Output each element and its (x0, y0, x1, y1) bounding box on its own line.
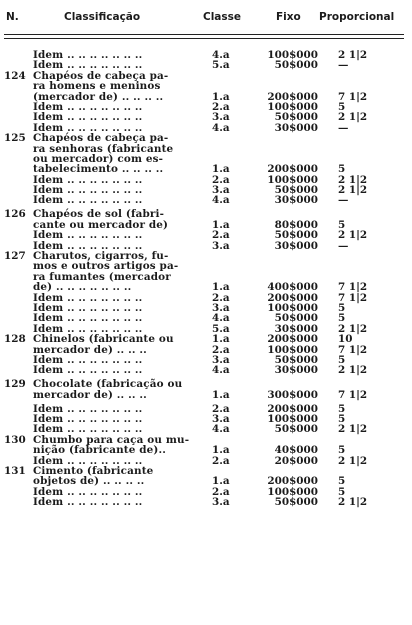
row-number: 128 (4, 333, 26, 346)
row-proportional-tax: 2 1|2 (338, 111, 368, 124)
row-proportional-tax: 5 (338, 312, 346, 325)
header-rule-thin (4, 38, 404, 39)
row-fixed-tax: 200$000 (267, 475, 318, 488)
row-class: 2.a (212, 485, 230, 498)
row-description: Idem .. .. .. .. .. .. .. (33, 496, 143, 509)
row-proportional-tax: 7 1|2 (338, 291, 368, 304)
row-description: Idem .. .. .. .. .. .. .. (33, 402, 143, 415)
table-row (0, 81, 412, 91)
row-description: Idem .. .. .. .. .. .. .. (33, 239, 143, 252)
row-proportional-tax: 2 1|2 (338, 364, 368, 377)
row-fixed-tax: 200$000 (267, 333, 318, 346)
row-class: 4.a (212, 423, 230, 436)
row-fixed-tax: 30$000 (274, 239, 318, 252)
row-description: objetos de) .. .. .. .. (33, 475, 145, 488)
row-description: Idem .. .. .. .. .. .. .. (33, 485, 143, 498)
row-fixed-tax: 30$000 (274, 121, 318, 134)
row-fixed-tax: 100$000 (267, 173, 318, 186)
row-fixed-tax: 400$000 (267, 281, 318, 294)
row-description: ra homens e meninos (33, 80, 161, 93)
row-description: Idem .. .. .. .. .. .. .. (33, 353, 143, 366)
row-class: 2.a (212, 454, 230, 467)
row-fixed-tax: 50$000 (274, 111, 318, 124)
row-class: 1.a (212, 90, 230, 103)
row-proportional-tax: — (338, 121, 349, 134)
row-proportional-tax: 5 (338, 475, 346, 488)
header-proporcional: Proporcional (319, 11, 395, 23)
row-fixed-tax: 50$000 (274, 353, 318, 366)
row-fixed-tax: 100$000 (267, 100, 318, 113)
row-proportional-tax: — (338, 239, 349, 252)
row-description: Chinelos (fabricante ou (33, 333, 174, 346)
row-fixed-tax: 200$000 (267, 163, 318, 176)
row-description: Idem .. .. .. .. .. .. .. (33, 364, 143, 377)
row-proportional-tax: — (338, 59, 349, 72)
row-description: Chapéos de cabeça pa- (33, 69, 169, 82)
table-header (0, 5, 412, 27)
row-description: Idem .. .. .. .. .. .. .. (33, 229, 143, 242)
row-class: 2.a (212, 229, 230, 242)
row-description: (mercador de) .. .. .. .. (33, 90, 164, 103)
row-description: Idem .. .. .. .. .. .. .. (33, 121, 143, 134)
row-description: Idem .. .. .. .. .. .. .. (33, 100, 143, 113)
table-row (0, 390, 412, 400)
row-description: cante ou mercador de) (33, 218, 169, 231)
table-row (0, 365, 412, 375)
header-number: N. (6, 11, 19, 23)
row-fixed-tax: 40$000 (274, 444, 318, 457)
row-proportional-tax: — (338, 194, 349, 207)
row-number: 129 (4, 378, 26, 391)
row-fixed-tax: 50$000 (274, 184, 318, 197)
header-fixo: Fixo (276, 11, 301, 23)
row-fixed-tax: 50$000 (274, 496, 318, 509)
row-proportional-tax: 5 (338, 413, 346, 426)
table-row (0, 497, 412, 507)
row-class: 3.a (212, 184, 230, 197)
row-description: Idem .. .. .. .. .. .. .. (33, 291, 143, 304)
row-description: ra senhoras (fabricante (33, 142, 174, 155)
row-fixed-tax: 50$000 (274, 312, 318, 325)
row-class: 3.a (212, 413, 230, 426)
row-description: Idem .. .. .. .. .. .. .. (33, 454, 143, 467)
row-description: nição (fabricante de).. (33, 444, 167, 457)
row-class: 1.a (212, 281, 230, 294)
tax-table (0, 50, 412, 625)
row-description: Idem .. .. .. .. .. .. .. (33, 173, 143, 186)
row-fixed-tax: 30$000 (274, 322, 318, 335)
row-class: 2.a (212, 100, 230, 113)
row-fixed-tax: 30$000 (274, 194, 318, 207)
table-row (0, 133, 412, 143)
row-class: 3.a (212, 496, 230, 509)
row-fixed-tax: 50$000 (274, 59, 318, 72)
row-description: Idem .. .. .. .. .. .. .. (33, 322, 143, 335)
row-description: mos e outros artigos pa- (33, 260, 179, 273)
row-proportional-tax: 5 (338, 444, 346, 457)
row-class: 2.a (212, 173, 230, 186)
row-class: 3.a (212, 353, 230, 366)
row-description: Idem .. .. .. .. .. .. .. (33, 111, 143, 124)
row-description: Idem .. .. .. .. .. .. .. (33, 59, 143, 72)
header-rule-thick (4, 34, 404, 35)
row-proportional-tax: 5 (338, 163, 346, 176)
row-description: ra fumantes (mercador (33, 270, 171, 283)
row-class: 4.a (212, 49, 230, 61)
row-class: 1.a (212, 444, 230, 457)
row-class: 1.a (212, 388, 230, 401)
row-fixed-tax: 30$000 (274, 364, 318, 377)
row-description: Idem .. .. .. .. .. .. .. (33, 423, 143, 436)
row-class: 5.a (212, 59, 230, 72)
header-classificacao: Classificação (64, 11, 141, 23)
row-description: Idem .. .. .. .. .. .. .. (33, 301, 143, 314)
row-proportional-tax: 5 (338, 485, 346, 498)
row-class: 1.a (212, 218, 230, 231)
row-proportional-tax: 7 1|2 (338, 281, 368, 294)
row-description: mercador de) .. .. .. (33, 388, 147, 401)
row-class: 2.a (212, 291, 230, 304)
row-class: 2.a (212, 343, 230, 356)
row-class: 4.a (212, 121, 230, 134)
header-classe: Classe (203, 11, 242, 23)
row-fixed-tax: 20$000 (274, 454, 318, 467)
row-proportional-tax: 7 1|2 (338, 388, 368, 401)
row-class: 3.a (212, 301, 230, 314)
row-fixed-tax: 200$000 (267, 402, 318, 415)
row-description: Idem .. .. .. .. .. .. .. (33, 184, 143, 197)
row-description: tabelecimento .. .. .. .. (33, 163, 164, 176)
row-proportional-tax: 2 1|2 (338, 184, 368, 197)
row-class: 4.a (212, 364, 230, 377)
row-proportional-tax: 7 1|2 (338, 343, 368, 356)
row-description: Charutos, cigarros, fu- (33, 250, 169, 263)
row-description: Idem .. .. .. .. .. .. .. (33, 194, 143, 207)
row-fixed-tax: 50$000 (274, 423, 318, 436)
row-proportional-tax: 2 1|2 (338, 229, 368, 242)
row-proportional-tax: 7 1|2 (338, 90, 368, 103)
row-proportional-tax: 5 (338, 218, 346, 231)
row-number: 125 (4, 132, 26, 145)
row-class: 5.a (212, 322, 230, 335)
row-proportional-tax: 5 (338, 100, 346, 113)
row-proportional-tax: 2 1|2 (338, 454, 368, 467)
row-description: de) .. .. .. .. .. .. .. (33, 281, 132, 294)
row-fixed-tax: 200$000 (267, 291, 318, 304)
row-fixed-tax: 50$000 (274, 229, 318, 242)
row-proportional-tax: 2 1|2 (338, 49, 368, 61)
row-class: 3.a (212, 239, 230, 252)
table-row (0, 334, 412, 344)
row-description: Chapéos de sol (fabri- (33, 208, 165, 221)
row-number: 131 (4, 465, 26, 478)
row-proportional-tax: 10 (338, 333, 353, 346)
row-description: ou mercador) com es- (33, 152, 164, 165)
row-proportional-tax: 2 1|2 (338, 496, 368, 509)
row-fixed-tax: 100$000 (267, 413, 318, 426)
row-proportional-tax: 2 1|2 (338, 322, 368, 335)
row-fixed-tax: 100$000 (267, 49, 318, 61)
row-class: 3.a (212, 111, 230, 124)
row-fixed-tax: 100$000 (267, 343, 318, 356)
row-proportional-tax: 2 1|2 (338, 423, 368, 436)
row-class: 2.a (212, 402, 230, 415)
row-proportional-tax: 5 (338, 301, 346, 314)
row-proportional-tax: 5 (338, 353, 346, 366)
row-fixed-tax: 80$000 (274, 218, 318, 231)
row-number: 130 (4, 433, 26, 446)
row-class: 1.a (212, 333, 230, 346)
row-description: Chocolate (fabricação ou (33, 378, 183, 391)
row-description: Chapéos de cabeça pa- (33, 132, 169, 145)
row-number: 126 (4, 208, 26, 221)
row-description: Idem .. .. .. .. .. .. .. (33, 312, 143, 325)
row-fixed-tax: 100$000 (267, 301, 318, 314)
row-fixed-tax: 200$000 (267, 90, 318, 103)
row-description: Idem .. .. .. .. .. .. .. (33, 49, 143, 61)
table-row (0, 195, 412, 205)
row-fixed-tax: 100$000 (267, 485, 318, 498)
row-description: Chumbo para caça ou mu- (33, 433, 190, 446)
row-fixed-tax: 300$000 (267, 388, 318, 401)
row-proportional-tax: 5 (338, 402, 346, 415)
row-number: 127 (4, 250, 26, 263)
row-class: 1.a (212, 163, 230, 176)
row-class: 4.a (212, 194, 230, 207)
row-class: 1.a (212, 475, 230, 488)
row-proportional-tax: 2 1|2 (338, 173, 368, 186)
row-number: 124 (4, 69, 26, 82)
row-description: mercador de) .. .. .. (33, 343, 147, 356)
row-description: Cimento (fabricante (33, 465, 154, 478)
row-class: 4.a (212, 312, 230, 325)
row-description: Idem .. .. .. .. .. .. .. (33, 413, 143, 426)
